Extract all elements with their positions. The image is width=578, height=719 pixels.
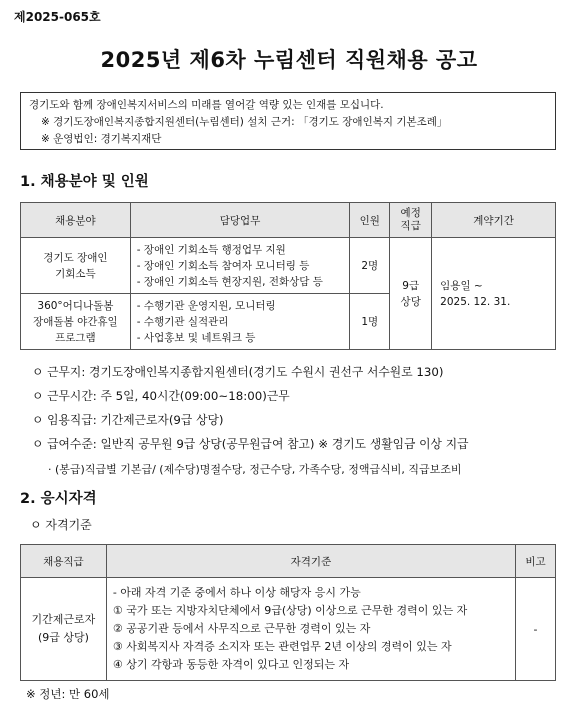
duties-cell <box>130 238 350 294</box>
criteria-item: ④ 상기 각항과 동등한 자격이 있다고 인정되는 자 <box>112 658 350 671</box>
intro-box <box>20 92 556 150</box>
condition-position: ㅇ 임용직급: 기간제근로자(9급 상당) <box>32 413 224 427</box>
header-grade: 채용직급 <box>21 545 107 578</box>
duties-cell <box>130 294 350 350</box>
field-cell: 경기도 장애인 기회소득 <box>21 238 131 294</box>
header-criteria: 자격기준 <box>106 545 515 578</box>
count-cell: 1명 <box>350 294 390 350</box>
header-note: 비고 <box>516 545 556 578</box>
field-cell: 360°어디나돌봄 장애돌봄 야간휴일 프로그램 <box>21 294 131 350</box>
qualification-table <box>20 544 556 681</box>
criteria-item: ③ 사회복지사 자격증 소지자 또는 관련업무 2년 이상의 경력이 있는 자 <box>112 640 452 653</box>
duty-item: - 장애인 기회소득 현장지원, 전화상담 등 <box>136 275 323 288</box>
section2-heading: 2. 응시자격 <box>20 491 97 507</box>
header-count: 인원 <box>350 203 390 238</box>
note-cell: - <box>516 578 556 681</box>
header-field: 채용분야 <box>21 203 131 238</box>
header-grade: 예정 직급 <box>390 203 432 238</box>
intro-main: 경기도와 함께 장애인복지서비스의 미래를 열어갈 역량 있는 인재를 모십니다. <box>29 99 384 111</box>
table-header-row <box>21 545 556 578</box>
criteria-item: - 아래 자격 기준 중에서 하나 이상 해당자 응시 가능 <box>112 586 361 599</box>
grade-cell: 기간제근로자 (9급 상당) <box>21 578 107 681</box>
count-cell: 2명 <box>350 238 390 294</box>
duty-item: - 장애인 기회소득 행정업무 지원 <box>136 243 286 256</box>
document-number: 제2025-065호 <box>14 10 101 24</box>
retirement-age-note: ※ 정년: 만 60세 <box>26 687 110 701</box>
period-cell: 임용일 ~ 2025. 12. 31. <box>432 238 556 350</box>
intro-note-legal-basis: ※ 경기도장애인복지종합지원센터(누림센터) 설치 근거: 「경기도 장애인복지 기본조례」 <box>41 116 448 128</box>
qualification-subheading: ㅇ 자격기준 <box>30 518 92 532</box>
condition-salary: ㅇ 급여수준: 일반직 공무원 9급 상당(공무원급여 참고) ※ 경기도 생활임금 이상 지급 <box>32 437 469 451</box>
page-title: 2025년 제6차 누림센터 직원채용 공고 <box>100 48 478 72</box>
duty-item: - 사업홍보 및 네트워크 등 <box>136 331 256 344</box>
salary-detail: · (봉급)직급별 기본급/ (제수당)명절수당, 정근수당, 가족수당, 정액급식비, 직급보조비 <box>48 463 462 476</box>
criteria-cell <box>106 578 515 681</box>
section1-heading: 1. 채용분야 및 인원 <box>20 174 149 190</box>
intro-note-operator: ※ 운영법인: 경기복지재단 <box>41 133 162 145</box>
duty-item: - 장애인 기회소득 참여자 모니터링 등 <box>136 259 310 272</box>
duty-item: - 수행기관 실적관리 <box>136 315 229 328</box>
table-header-row <box>21 203 556 238</box>
recruitment-table <box>20 202 556 350</box>
table-row <box>21 578 556 681</box>
grade-cell: 9급 상당 <box>390 238 432 350</box>
header-duties: 담당업무 <box>130 203 350 238</box>
condition-workplace: ㅇ 근무지: 경기도장애인복지종합지원센터(경기도 수원시 권선구 서수원로 130) <box>32 365 444 379</box>
criteria-item: ② 공공기관 등에서 사무직으로 근무한 경력이 있는 자 <box>112 622 371 635</box>
duty-item: - 수행기관 운영지원, 모니터링 <box>136 299 276 312</box>
criteria-item: ① 국가 또는 지방자치단체에서 9급(상당) 이상으로 근무한 경력이 있는 자 <box>112 604 468 617</box>
condition-hours: ㅇ 근무시간: 주 5일, 40시간(09:00~18:00)근무 <box>32 389 290 403</box>
table-row <box>21 238 556 294</box>
header-period: 계약기간 <box>432 203 556 238</box>
